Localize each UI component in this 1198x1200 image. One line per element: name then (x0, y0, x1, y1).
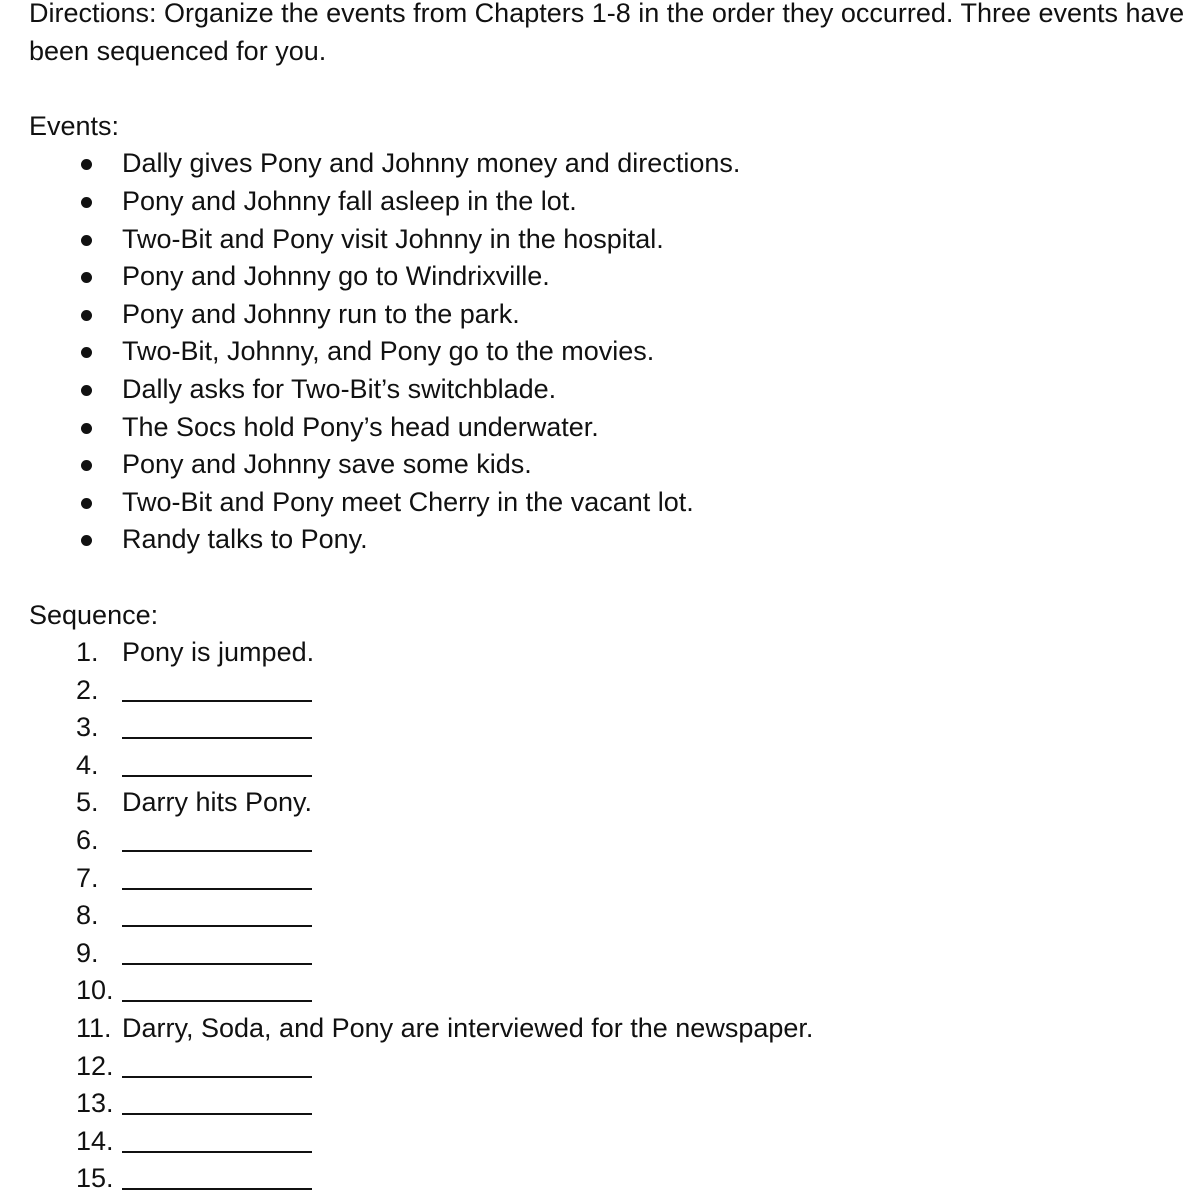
sequence-item (29, 672, 1189, 710)
sequence-number: 7. (76, 862, 99, 893)
bullet-icon (81, 235, 92, 246)
bullet-icon (81, 535, 92, 546)
answer-blank[interactable] (122, 1151, 312, 1153)
sequence-item (29, 1085, 1189, 1123)
sequence-number: 9. (76, 937, 99, 968)
spacer (29, 70, 1189, 108)
event-text: The Socs hold Pony’s head underwater. (122, 411, 599, 442)
bullet-icon (81, 272, 92, 283)
answer-blank[interactable] (122, 888, 312, 890)
event-text: Two-Bit and Pony visit Johnny in the hospital. (122, 223, 664, 254)
sequence-item (29, 784, 1189, 822)
event-text: Pony and Johnny fall asleep in the lot. (122, 185, 577, 216)
sequence-number: 5. (76, 787, 99, 818)
sequence-item (29, 860, 1189, 898)
sequence-text: Pony is jumped. (122, 637, 315, 668)
event-item (29, 484, 1189, 522)
answer-blank[interactable] (122, 775, 312, 777)
event-text: Pony and Johnny go to Windrixville. (122, 261, 550, 292)
sequence-number: 6. (76, 825, 99, 856)
sequence-item (29, 1010, 1189, 1048)
bullet-icon (81, 197, 92, 208)
event-text: Pony and Johnny run to the park. (122, 298, 520, 329)
sequence-number: 12. (76, 1050, 114, 1081)
sequence-item (29, 709, 1189, 747)
spacer (29, 559, 1189, 597)
event-text: Pony and Johnny save some kids. (122, 449, 532, 480)
sequence-item (29, 1048, 1189, 1086)
sequence-number: 2. (76, 674, 99, 705)
sequence-item (29, 897, 1189, 935)
sequence-number: 4. (76, 749, 99, 780)
answer-blank[interactable] (122, 1188, 312, 1190)
answer-blank[interactable] (122, 850, 312, 852)
answer-blank[interactable] (122, 1113, 312, 1115)
sequence-number: 1. (76, 637, 99, 668)
event-text: Two-Bit, Johnny, and Pony go to the movies. (122, 336, 655, 367)
event-item (29, 521, 1189, 559)
sequence-number: 15. (76, 1163, 114, 1194)
answer-blank[interactable] (122, 1076, 312, 1078)
sequence-item (29, 972, 1189, 1010)
worksheet-page (29, 0, 1189, 1198)
event-text: Dally gives Pony and Johnny money and directions. (122, 148, 741, 179)
events-list (29, 145, 1189, 559)
sequence-heading: Sequence: (29, 599, 159, 630)
sequence-item (29, 822, 1189, 860)
sequence-item (29, 935, 1189, 973)
answer-blank[interactable] (122, 963, 312, 965)
bullet-icon (81, 423, 92, 434)
bullet-icon (81, 498, 92, 509)
sequence-item (29, 634, 1189, 672)
event-item (29, 333, 1189, 371)
bullet-icon (81, 347, 92, 358)
directions-text: Directions: Organize the events from Chapters 1-8 in the order they occurred. Three events have been sequenced for you. (29, 0, 1185, 66)
event-text: Randy talks to Pony. (122, 524, 368, 555)
event-item (29, 258, 1189, 296)
bullet-icon (81, 310, 92, 321)
answer-blank[interactable] (122, 925, 312, 927)
sequence-item (29, 1160, 1189, 1198)
bullet-icon (81, 385, 92, 396)
event-item (29, 446, 1189, 484)
sequence-number: 3. (76, 712, 99, 743)
event-item (29, 221, 1189, 259)
sequence-text: Darry hits Pony. (122, 787, 313, 818)
answer-blank[interactable] (122, 700, 312, 702)
sequence-number: 10. (76, 975, 114, 1006)
event-item (29, 183, 1189, 221)
sequence-item (29, 1123, 1189, 1161)
sequence-item (29, 747, 1189, 785)
answer-blank[interactable] (122, 1000, 312, 1002)
sequence-list (29, 634, 1189, 1198)
bullet-icon (81, 159, 92, 170)
sequence-number: 13. (76, 1088, 114, 1119)
event-item (29, 296, 1189, 334)
event-text: Two-Bit and Pony meet Cherry in the vacant lot. (122, 486, 694, 517)
sequence-number: 11. (76, 1013, 112, 1044)
events-heading: Events: (29, 110, 120, 141)
event-item (29, 145, 1189, 183)
answer-blank[interactable] (122, 737, 312, 739)
event-item (29, 409, 1189, 447)
event-text: Dally asks for Two-Bit’s switchblade. (122, 373, 557, 404)
sequence-number: 8. (76, 900, 99, 931)
event-item (29, 371, 1189, 409)
sequence-number: 14. (76, 1125, 114, 1156)
sequence-text: Darry, Soda, and Pony are interviewed for the newspaper. (122, 1013, 814, 1044)
bullet-icon (81, 460, 92, 471)
